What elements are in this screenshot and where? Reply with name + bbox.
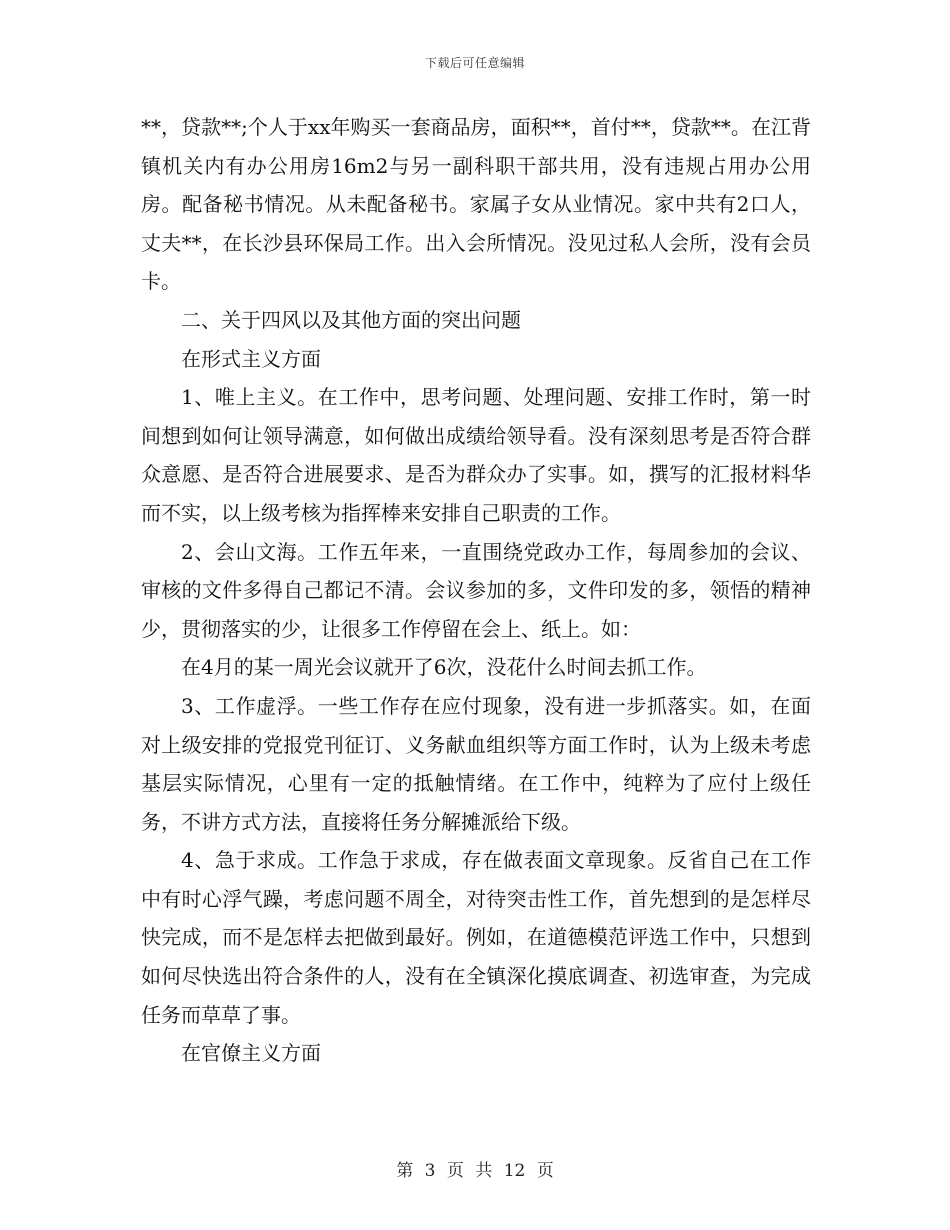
paragraph-continuation: **，贷款**;个人于xx年购买一套商品房，面积**，首付**，贷款**。在江背镇机关内有办公用房16m2与另一副科职干部共用，没有违规占用办公用房。配备秘书情况。从未配备秘书。家属子女从业情况。家中共有2口人，丈夫**，在长沙县环保局工作。出入会所情况。没见过私人会所，没有会员卡。	[141, 115, 811, 294]
document-body	[141, 108, 811, 1073]
subheading-bureaucratism: 在官僚主义方面	[181, 1041, 321, 1066]
header-note: 下载后可任意编辑	[424, 56, 525, 70]
subheading-formalism: 在形式主义方面	[181, 346, 321, 371]
section-heading-four-winds: 二、关于四风以及其他方面的突出问题	[181, 307, 521, 332]
paragraph-item-2-example: 在4月的某一周光会议就开了6次，没花什么时间去抓工作。	[181, 655, 707, 680]
paragraph-item-1: 1、唯上主义。在工作中，思考问题、处理问题、安排工作时，第一时间想到如何让领导满意，如何做出成绩给领导看。没有深刻思考是否符合群众意愿、是否符合进展要求、是否为群众办了实事。如，撰写的汇报材料华而不实，以上级考核为指挥棒来安排自己职责的工作。	[141, 385, 811, 525]
page-number: 第 3 页 共 12 页	[396, 1161, 554, 1181]
paragraph-item-4: 4、急于求成。工作急于求成，存在做表面文章现象。反省自己在工作中有时心浮气躁，考虑问题不周全，对待突击性工作，首先想到的是怎样尽快完成，而不是怎样去把做到最好。例如，在道德模范评选工作中，只想到如何尽快选出符合条件的人，没有在全镇深化摸底调查、初选审查，为完成任务而草草了事。	[141, 848, 811, 1027]
paragraph-item-2: 2、会山文海。工作五年来，一直围绕党政办工作，每周参加的会议、审核的文件多得自己都记不清。会议参加的多，文件印发的多，领悟的精神少，贯彻落实的少，让很多工作停留在会上、纸上。如：	[141, 539, 811, 641]
paragraph-item-3: 3、工作虚浮。一些工作存在应付现象，没有进一步抓落实。如，在面对上级安排的党报党刊征订、义务献血组织等方面工作时，认为上级未考虑基层实际情况，心里有一定的抵触情绪。在工作中，纯粹为了应付上级任务，不讲方式方法，直接将任务分解摊派给下级。	[141, 693, 811, 834]
